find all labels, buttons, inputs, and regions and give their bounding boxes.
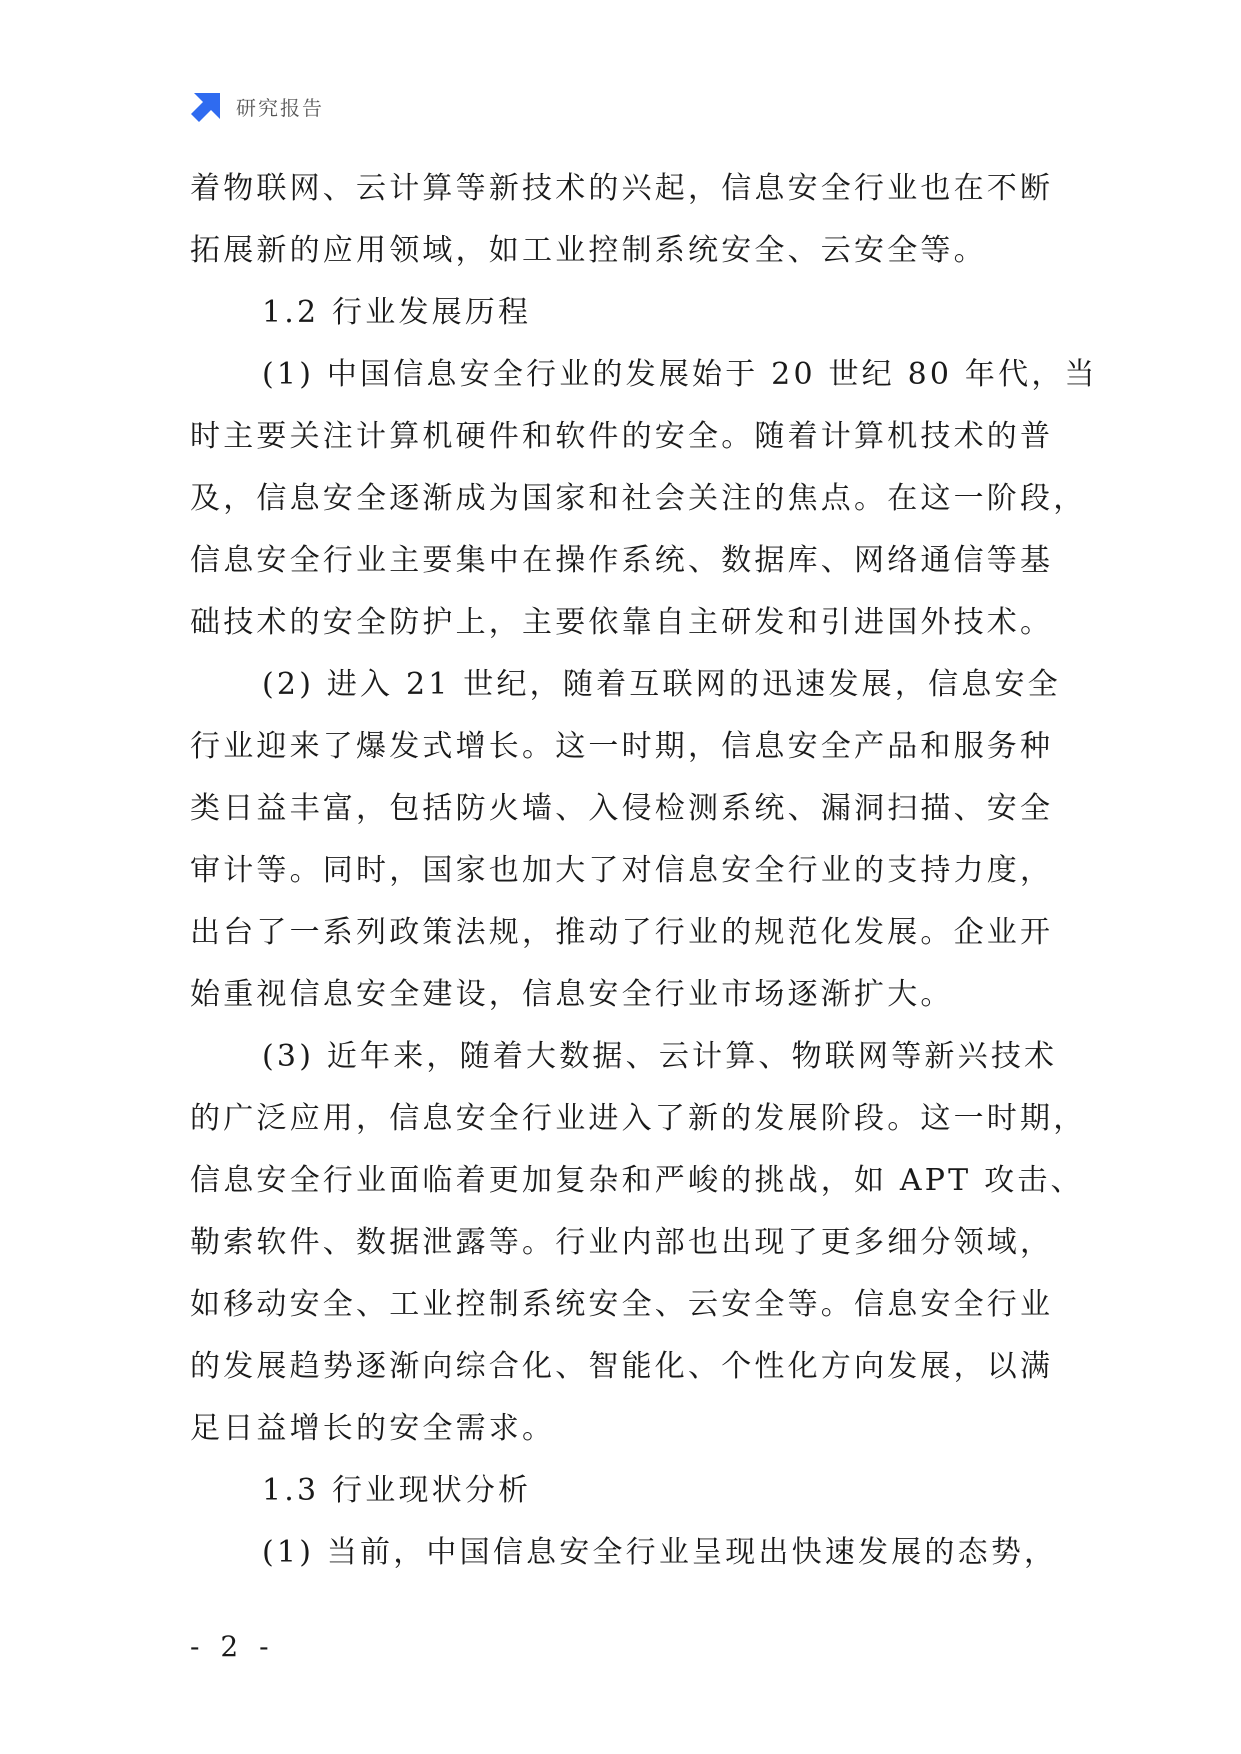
paragraph-4-start: (1) 当前，中国信息安全行业呈现出快速发展的态势，: [262, 1535, 1058, 1570]
document-body: [190, 158, 1098, 1584]
paragraph-1-start: (1) 中国信息安全行业的发展始于 20 世纪 80 年代，当: [262, 357, 1098, 392]
body-line: 础技术的安全防护上，主要依靠自主研发和引进国外技术。: [190, 605, 1054, 640]
body-line: 拓展新的应用领域，如工业控制系统安全、云安全等。: [190, 233, 987, 268]
body-line: 及，信息安全逐渐成为国家和社会关注的焦点。在这一阶段，: [190, 481, 1087, 516]
body-line: 始重视信息安全建设，信息安全行业市场逐渐扩大。: [190, 977, 954, 1012]
body-line: 的发展趋势逐渐向综合化、智能化、个性化方向发展，以满: [190, 1349, 1054, 1384]
body-line: 类日益丰富，包括防火墙、入侵检测系统、漏洞扫描、安全: [190, 791, 1054, 826]
report-header: [190, 88, 324, 124]
paragraph-3-start: (3) 近年来，随着大数据、云计算、物联网等新兴技术: [262, 1039, 1058, 1074]
body-line: 出台了一系列政策法规，推动了行业的规范化发展。企业开: [190, 915, 1054, 950]
page-number: - 2 -: [190, 1630, 275, 1663]
body-line: 时主要关注计算机硬件和软件的安全。随着计算机技术的普: [190, 419, 1054, 454]
body-line: 信息安全行业主要集中在操作系统、数据库、网络通信等基: [190, 543, 1054, 578]
header-title: 研究报告: [236, 95, 324, 120]
section-heading-1-3: 1.3 行业现状分析: [262, 1473, 532, 1508]
body-line: 足日益增长的安全需求。: [190, 1411, 556, 1446]
section-heading-1-2: 1.2 行业发展历程: [262, 295, 532, 330]
paragraph-2-start: (2) 进入 21 世纪，随着互联网的迅速发展，信息安全: [262, 667, 1061, 702]
body-line: 的广泛应用，信息安全行业进入了新的发展阶段。这一时期，: [190, 1101, 1087, 1136]
body-line: 行业迎来了爆发式增长。这一时期，信息安全产品和服务种: [190, 729, 1054, 764]
body-line: 如移动安全、工业控制系统安全、云安全等。信息安全行业: [190, 1287, 1054, 1322]
body-line: 着物联网、云计算等新技术的兴起，信息安全行业也在不断: [190, 171, 1054, 206]
body-line: 信息安全行业面临着更加复杂和严峻的挑战，如 APT 攻击、: [190, 1163, 1084, 1198]
body-line: 审计等。同时，国家也加大了对信息安全行业的支持力度，: [190, 853, 1054, 888]
arrow-up-right-icon: [190, 89, 224, 123]
body-line: 勒索软件、数据泄露等。行业内部也出现了更多细分领域，: [190, 1225, 1054, 1260]
